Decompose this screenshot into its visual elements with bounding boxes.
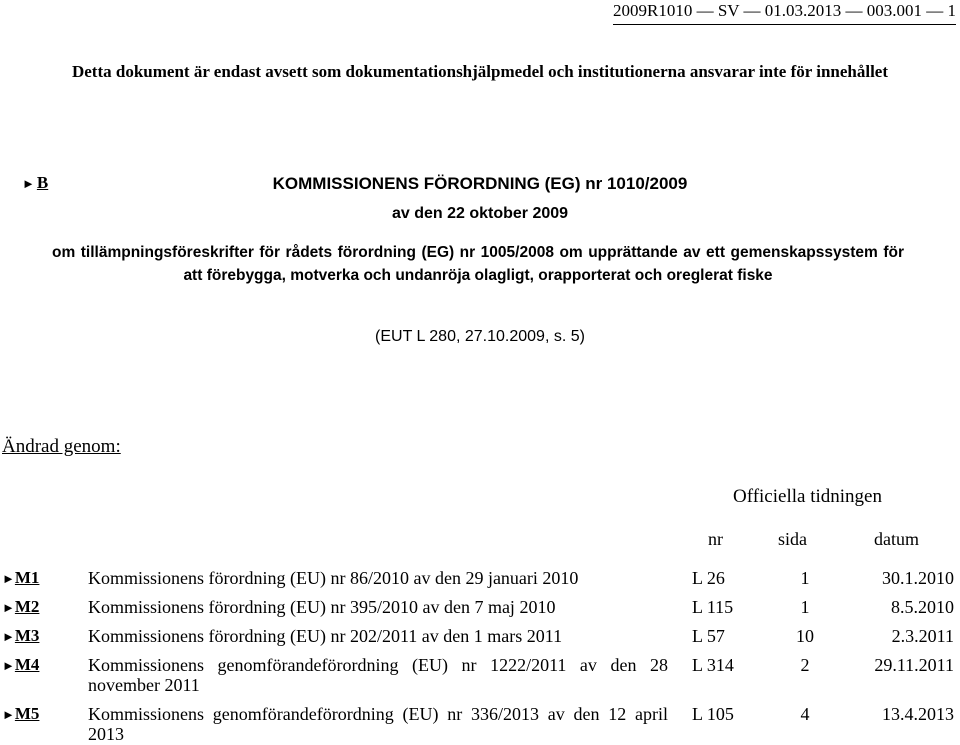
official-journal-header: Officiella tidningen — [733, 486, 882, 507]
amended-by-label: Ändrad genom: — [2, 436, 121, 457]
amendment-oj-number: L 115 — [692, 597, 734, 617]
amendment-date: 8.5.2010 — [891, 597, 954, 617]
document-reference-header: 2009R1010 — SV — 01.03.2013 — 003.001 — 1 — [613, 0, 956, 25]
triangle-right-icon: ► — [2, 658, 15, 673]
amendment-marker-m2[interactable] — [2, 597, 39, 617]
amendment-code[interactable]: M5 — [14, 704, 40, 723]
amendment-code[interactable]: M1 — [14, 568, 40, 587]
amendment-date: 30.1.2010 — [882, 568, 954, 588]
amendment-title: Kommissionens förordning (EU) nr 395/2010 av den 7 maj 2010 — [88, 597, 556, 617]
amendment-code[interactable]: M2 — [14, 597, 40, 616]
amendment-oj-number: L 105 — [692, 704, 734, 724]
column-header-datum: datum — [874, 529, 919, 549]
triangle-right-icon: ► — [2, 600, 15, 615]
amendment-oj-number: L 26 — [692, 568, 725, 588]
official-journal-reference: (EUT L 280, 27.10.2009, s. 5) — [375, 328, 585, 345]
amendment-date: 13.4.2013 — [882, 704, 954, 724]
amendment-page: 4 — [800, 704, 810, 724]
amendment-title: Kommissionens genomförandeförordning (EU) nr 336/2013 av den 12 april 2013 — [88, 704, 668, 744]
amendment-page: 2 — [800, 655, 810, 675]
amendment-page: 1 — [800, 597, 810, 617]
triangle-right-icon: ► — [22, 176, 35, 191]
triangle-right-icon: ► — [2, 629, 15, 644]
regulation-title: KOMMISSIONENS FÖRORDNING (EG) nr 1010/2009 — [272, 174, 688, 193]
amendment-oj-number: L 314 — [692, 655, 734, 675]
amendment-page: 10 — [796, 626, 814, 646]
amendment-marker-m4[interactable] — [2, 655, 39, 675]
amendment-code[interactable]: M3 — [14, 626, 40, 645]
amendment-date: 2.3.2011 — [891, 626, 954, 646]
amendment-title: Kommissionens genomförandeförordning (EU) nr 1222/2011 av den 28 november 2011 — [88, 655, 668, 695]
column-header-nr: nr — [708, 529, 723, 549]
regulation-subject: om tillämpningsföreskrifter för rådets förordning (EG) nr 1005/2008 om upprättande av ett gemenskapssystem för att förebygga, motverka och undanröja olagligt, orapporterat och oreglerat fiske — [52, 244, 904, 284]
amendment-marker-m1[interactable] — [2, 568, 39, 588]
column-header-sida: sida — [778, 529, 807, 549]
amendment-title: Kommissionens förordning (EU) nr 86/2010 av den 29 januari 2010 — [88, 568, 579, 588]
amendment-code[interactable]: M4 — [14, 655, 40, 674]
amendment-title: Kommissionens förordning (EU) nr 202/2011 av den 1 mars 2011 — [88, 626, 563, 646]
amendment-oj-number: L 57 — [692, 626, 725, 646]
amendment-marker-m3[interactable] — [2, 626, 39, 646]
amendment-marker-m5[interactable] — [2, 704, 39, 724]
amendment-date: 29.11.2011 — [874, 655, 954, 675]
regulation-date: av den 22 oktober 2009 — [391, 205, 569, 222]
disclaimer-text: Detta dokument är endast avsett som dokumentationshjälpmedel och institutionerna ansvarar inte för innehållet — [71, 62, 889, 81]
triangle-right-icon: ► — [2, 571, 15, 586]
triangle-right-icon: ► — [2, 707, 15, 722]
amendment-page: 1 — [800, 568, 810, 588]
base-marker-code[interactable]: B — [36, 173, 49, 192]
